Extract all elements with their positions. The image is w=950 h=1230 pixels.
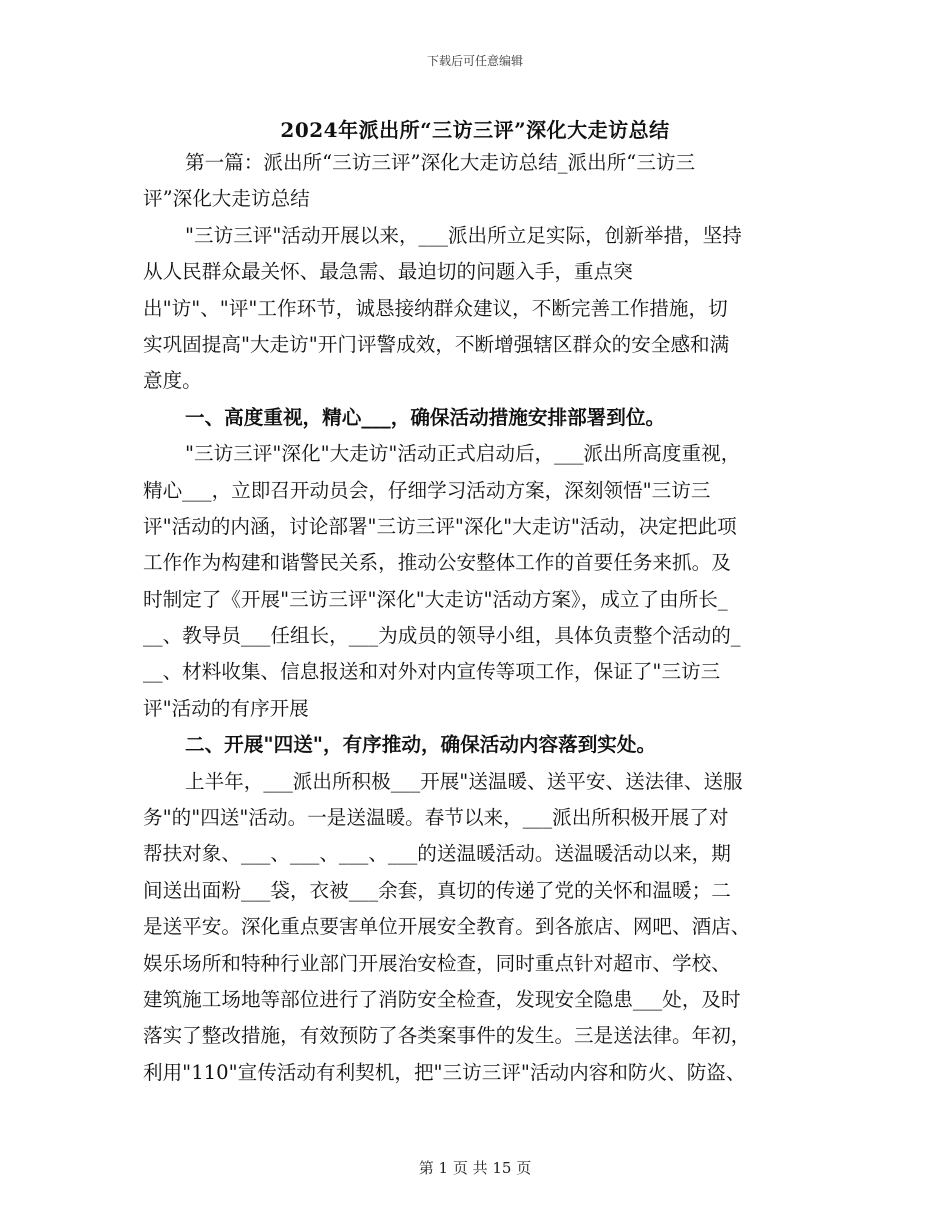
document-body [143,145,809,1091]
text-line: 工作作为构建和谐警民关系，推动公安整体工作的首要任务来抓。及 [143,551,731,575]
text-line: __、教导员___任组长，___为成员的领导小组，具体负责整个活动的_ [143,624,741,648]
text-line: 间送出面粉___袋，衣被___余套，真切的传递了党的关怀和温暖；二 [143,878,731,902]
text-line: 建筑施工场地等部位进行了消防安全检查，发现安全隐患___处，及时 [143,987,741,1011]
text-line: 意度。 [143,369,202,393]
text-line: __、材料收集、信息报送和对外对内宣传等项工作，保证了"三访三 [143,660,721,684]
text-line: 娱乐场所和特种行业部门开展治安检查，同时重点针对超市、学校、 [143,951,731,975]
text-line: "三访三评"活动开展以来，___派出所立足实际，创新举措，坚持 [185,223,742,247]
text-line: 从人民群众最关怀、最急需、最迫切的问题入手，重点突 [143,260,633,284]
text-line: 实巩固提高"大走访"开门评警成效，不断增强辖区群众的安全感和满 [143,332,730,356]
text-line: 务"的"四送"活动。一是送温暖。春节以来，___派出所积极开展了对 [143,806,729,830]
text-line: 帮扶对象、___、___、___、___的送温暖活动。送温暖活动以来，期 [143,842,731,866]
section-heading: 二、开展"四送"，有序推动，确保活动内容落到实处。 [185,733,657,757]
text-line: 评"活动的内涵，讨论部署"三访三评"深化"大走访"活动，决定把此项 [143,514,737,538]
header-note: 下载后可任意编辑 [426,54,523,68]
text-line: 第一篇：派出所“三访三评”深化大走访总结_派出所“三访三 [185,151,696,174]
text-line: 时制定了《开展"三访三评"深化"大走访"活动方案》，成立了由所长_ [143,587,728,611]
text-line: 上半年，___派出所积极___开展"送温暖、送平安、送法律、送服 [185,769,743,793]
text-line: 是送平安。深化重点要害单位开展安全教育。到各旅店、网吧、酒店、 [143,915,751,939]
page-footer: 第 1 页 共 15 页 [418,1159,532,1177]
section-heading: 一、高度重视，精心___，确保活动措施安排部署到位。 [185,405,666,429]
text-line: "三访三评"深化"大走访"活动正式启动后，___派出所高度重视， [185,442,741,466]
text-line: 落实了整改措施，有效预防了各类案事件的发生。三是送法律。年初， [143,1024,751,1048]
text-line: 出"访"、"评"工作环节，诚恳接纳群众建议，不断完善工作措施，切 [143,296,728,320]
text-line: 精心___，立即召开动员会，仔细学习活动方案，深刻领悟"三访三 [143,478,711,502]
text-line: 利用"110"宣传活动有利契机，把"三访三评"活动内容和防火、防盗、 [143,1060,746,1084]
text-line: 评”深化大走访总结 [143,187,310,211]
document-title: 2024年派出所“三访三评”深化大走访总结 [280,118,670,142]
text-line: 评"活动的有序开展 [143,696,309,720]
